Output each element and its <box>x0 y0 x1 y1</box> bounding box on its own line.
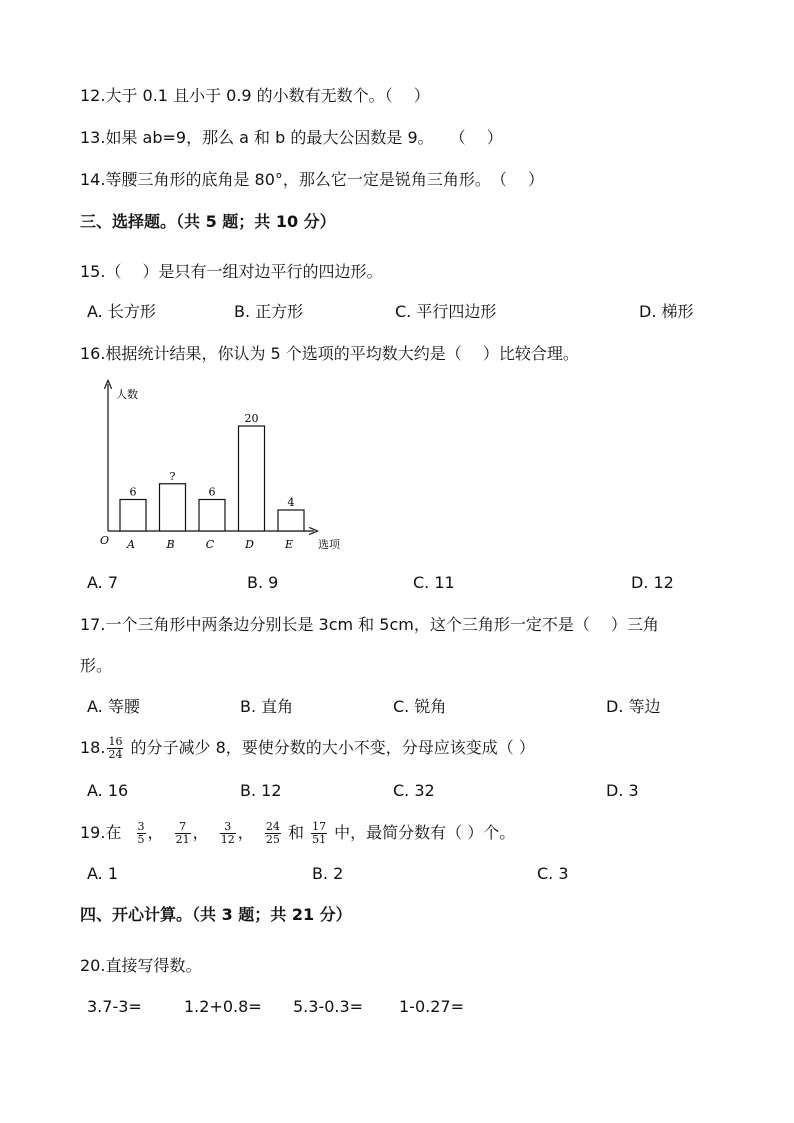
q19-fraction-3-denominator: 12 <box>220 833 235 846</box>
q16-option-a: A. 7 <box>87 573 119 592</box>
q18-prefix: 18. <box>80 738 106 757</box>
q19-separator: ， <box>237 823 254 842</box>
x-tick-label-a: A <box>127 538 135 551</box>
q19-fraction-2 <box>175 821 191 846</box>
bar-d <box>239 426 265 531</box>
x-tick-label-b: B <box>166 538 175 551</box>
q16-option-c: C. 11 <box>413 573 455 592</box>
x-axis-label: 选项 <box>318 538 340 551</box>
q19-fraction-3-numerator: 3 <box>220 821 236 834</box>
question-15-stem: 15.（ ）是只有一组对边平行的四边形。 <box>80 262 383 281</box>
q20-item-3: 5.3-0.3= <box>293 997 364 1016</box>
q19-fraction-1-numerator: 3 <box>137 820 145 833</box>
q15-option-c: C. 平行四边形 <box>395 302 497 321</box>
x-tick-label-c: C <box>205 538 215 551</box>
question-13: 13.如果 ab=9，那么 a 和 b 的最大公因数是 9。 （ ） <box>80 128 503 147</box>
y-axis-label: 人数 <box>116 388 138 401</box>
q16-option-d: D. 12 <box>631 573 674 592</box>
q20-item-1: 3.7-3= <box>87 997 142 1016</box>
q18-option-b: B. 12 <box>240 781 282 800</box>
q19-fraction-2-numerator: 7 <box>175 821 191 834</box>
question-20-stem: 20.直接写得数。 <box>80 956 202 975</box>
q18-option-d: D. 3 <box>606 781 639 800</box>
question-17-stem-line1: 17.一个三角形中两条边分别长是 3cm 和 5cm，这个三角形一定不是（ ）三角 <box>80 615 659 634</box>
q15-option-b: B. 正方形 <box>234 302 304 321</box>
q19-fraction-1 <box>137 821 146 846</box>
q19-separator: ， <box>192 823 209 842</box>
q16-option-b: B. 9 <box>247 573 279 592</box>
q19-fraction-5-denominator: 51 <box>312 833 327 846</box>
q17-option-b: B. 直角 <box>240 697 294 716</box>
q19-option-c: C. 3 <box>537 864 569 883</box>
q18-option-c: C. 32 <box>393 781 435 800</box>
bar-e <box>278 510 304 531</box>
x-tick-label-e: E <box>284 538 294 551</box>
question-12: 12.大于 0.1 且小于 0.9 的小数有无数个。（ ） <box>80 86 430 105</box>
q19-option-b: B. 2 <box>312 864 344 883</box>
q17-option-c: C. 锐角 <box>393 697 447 716</box>
origin-label: O <box>100 534 110 547</box>
q20-item-4: 1-0.27= <box>399 997 464 1016</box>
q19-and-word: 和 <box>287 823 304 842</box>
q19-suffix: 中，最简分数有（ ）个。 <box>334 823 516 842</box>
q18-fraction-denominator: 24 <box>108 748 123 761</box>
q18-rest: 的分子减少 8，要使分数的大小不变，分母应该变成（ ） <box>125 738 535 757</box>
q19-prefix: 19.在 <box>80 823 122 842</box>
q19-fraction-5 <box>311 821 327 846</box>
question-18-stem <box>80 734 535 762</box>
q18-fraction <box>107 736 123 761</box>
q19-fraction-4-denominator: 25 <box>265 833 280 846</box>
bar-chart <box>96 378 356 558</box>
q19-fraction-4-numerator: 24 <box>265 820 280 833</box>
bar-value-label-d: 20 <box>244 412 259 425</box>
x-tick-label-d: D <box>245 538 254 551</box>
q19-fraction-1-denominator: 5 <box>137 833 145 846</box>
bar-c <box>199 500 225 532</box>
q19-separator: ， <box>147 823 164 842</box>
bar-value-label-b: ? <box>169 469 176 483</box>
bar-value-label-e: 4 <box>287 496 295 509</box>
question-14: 14.等腰三角形的底角是 80°，那么它一定是锐角三角形。 （ ） <box>80 170 544 189</box>
q19-option-a: A. 1 <box>87 864 119 883</box>
section-4-heading: 四、开心计算。（共 3 题；共 21 分） <box>80 905 352 924</box>
bar-value-label-c: 6 <box>208 485 216 499</box>
q18-fraction-numerator: 16 <box>108 735 123 748</box>
q15-option-a: A. 长方形 <box>87 302 156 321</box>
question-19-stem <box>80 817 515 849</box>
q17-option-d: D. 等边 <box>606 697 661 716</box>
bar-value-label-a: 6 <box>129 485 137 499</box>
q19-fraction-4 <box>265 821 281 846</box>
q15-option-d: D. 梯形 <box>639 302 694 321</box>
q18-option-a: A. 16 <box>87 781 129 800</box>
bar-b <box>160 484 186 531</box>
question-16-stem: 16.根据统计结果，你认为 5 个选项的平均数大约是（ ）比较合理。 <box>80 344 579 363</box>
section-3-heading: 三、选择题。（共 5 题；共 10 分） <box>80 212 336 231</box>
bar-a <box>120 500 146 532</box>
q19-fraction-2-denominator: 21 <box>175 833 190 846</box>
question-17-stem-line2: 形。 <box>80 656 113 675</box>
q17-option-a: A. 等腰 <box>87 697 140 716</box>
q20-item-2: 1.2+0.8= <box>184 997 262 1016</box>
q19-fraction-5-numerator: 17 <box>312 820 327 833</box>
q19-fraction-3 <box>220 821 236 846</box>
